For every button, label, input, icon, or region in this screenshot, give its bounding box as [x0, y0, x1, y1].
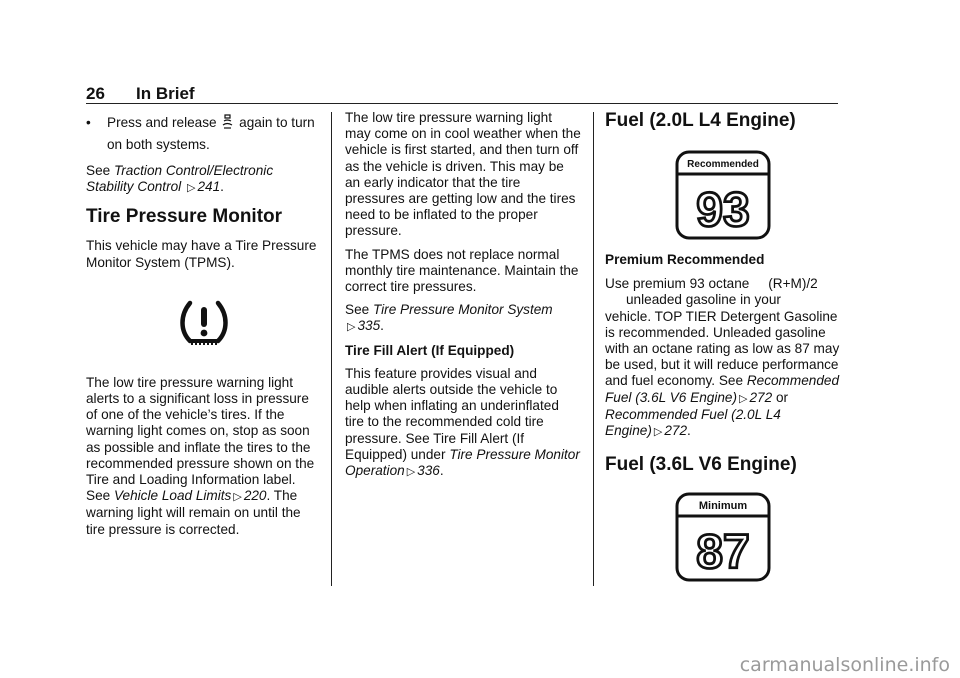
- vehicle-load-limits-link[interactable]: Vehicle Load Limits: [113, 488, 232, 504]
- fuel-v6-heading: Fuel (3.6L V6 Engine): [605, 454, 797, 476]
- tpms-warning-icon: [174, 293, 234, 353]
- tire-fill-alert-heading: Tire Fill Alert (If Equipped): [345, 342, 515, 358]
- page-number: 26: [86, 84, 105, 103]
- traction-control-link[interactable]: Traction Control/Electronic Stability Control: [86, 163, 274, 195]
- page-ref-336[interactable]: 336: [417, 463, 440, 479]
- recommended-fuel-v6-link[interactable]: Recommended Fuel (3.6L V6 Engine): [605, 373, 840, 405]
- tpms-description-tail: . The warning light will remain on until the tire pressure is corrected.: [86, 488, 301, 537]
- page-ref-272-a[interactable]: 272: [749, 389, 773, 405]
- tpms-operation-link[interactable]: Tire Pressure Monitor Operation: [345, 446, 580, 479]
- octane-badge-number: 93: [696, 184, 750, 237]
- page-ref-arrow-icon: ▷: [653, 426, 663, 439]
- column-divider-2: [593, 112, 594, 586]
- premium-recommended-caption: Premium Recommended: [605, 252, 765, 267]
- see-reference-tpms: [345, 302, 581, 335]
- tpms-system-link[interactable]: Tire Pressure Monitor System: [372, 302, 553, 318]
- see-prefix: See: [86, 163, 111, 178]
- tire-pressure-monitor-heading: Tire Pressure Monitor: [86, 206, 283, 228]
- page-ref-arrow-icon: ▷: [233, 491, 242, 504]
- see-reference-traction[interactable]: [86, 163, 322, 196]
- cool-weather-paragraph: The low tire pressure warning light may come on in cool weather when the vehicle is first started, and then turn off as the vehicle is driven. This may be an early indicator that the tire pressures are getting low and the tires need to be inflated to the proper pressure.: [345, 110, 581, 239]
- see-suffix: .: [380, 318, 384, 334]
- see-suffix: .: [439, 463, 444, 479]
- fuel-text-d: vehicle. TOP TIER Detergent Gasoline is recommended. Unleaded gasoline with an octane rating as low as 87 may be used, but it will reduce performance and fuel economy. See: [605, 308, 840, 389]
- column-1: [86, 112, 322, 545]
- see-prefix: See: [345, 302, 370, 318]
- section-title: In Brief: [136, 84, 195, 103]
- octane-badge-label: Recommended: [687, 159, 759, 170]
- recommended-fuel-l4-link[interactable]: Recommended Fuel (2.0L L4 Engine): [605, 406, 781, 439]
- tpms-description-text: The low tire pressure warning light alerts to a significant loss in pressure of one of the vehicle’s tires. If the warning light comes on, stop as soon as possible and inflate the tires to the recommended pressure shown on the Tire and Loading Information label. See: [86, 374, 315, 504]
- bullet-text-end: again to turn on both systems.: [107, 115, 315, 152]
- column-2: [345, 110, 581, 487]
- page-ref-220[interactable]: 220: [243, 488, 267, 504]
- fuel-text-rm: (R+M)/2: [768, 276, 818, 292]
- page-header: [86, 84, 838, 104]
- fuel-l4-paragraph: [605, 276, 841, 440]
- column-3: [605, 108, 841, 582]
- column-divider-1: [331, 112, 332, 586]
- bullet-item: [86, 112, 322, 156]
- traction-control-icon: [222, 114, 233, 129]
- bullet-text-start: Press and release: [107, 115, 217, 130]
- page-ref-335[interactable]: 335: [357, 318, 381, 334]
- page-ref-arrow-icon: ▷: [186, 182, 196, 195]
- tire-fill-alert-text: This feature provides visual and audible alerts outside the vehicle to help when inflating an underinflated tire to the recommended cold tire pressure. See Tire Fill Alert (If Equipped) under: [345, 365, 559, 462]
- page-ref-272-b[interactable]: 272: [664, 423, 688, 439]
- page-ref-arrow-icon: ▷: [347, 321, 356, 334]
- page-ref-arrow-icon: ▷: [406, 466, 416, 479]
- octane-badge-number: 87: [696, 526, 750, 580]
- tpms-maintenance-paragraph: The TPMS does not replace normal monthly tire maintenance. Maintain the correct tire pressures.: [345, 246, 579, 295]
- fuel-text-a: Use premium 93 octane: [605, 276, 750, 292]
- fuel-text-or: or: [775, 389, 789, 405]
- tire-fill-alert-paragraph: [345, 366, 581, 480]
- fuel-l4-heading: Fuel (2.0L L4 Engine): [605, 110, 796, 131]
- octane-badge-label: Minimum: [698, 500, 748, 513]
- tpms-intro: This vehicle may have a Tire Pressure Monitor System (TPMS).: [86, 238, 317, 270]
- octane-87-badge: [675, 492, 771, 582]
- fuel-text-c: unleaded gasoline in your: [626, 292, 781, 308]
- see-suffix: .: [220, 179, 224, 195]
- fuel-text-end: .: [687, 423, 691, 439]
- octane-93-badge: [675, 150, 771, 240]
- page-ref-241[interactable]: 241: [197, 179, 221, 195]
- page-ref-arrow-icon: ▷: [739, 392, 748, 405]
- watermark: carmanualsonline.info: [739, 654, 950, 676]
- bullet-dot: •: [86, 115, 91, 130]
- tpms-description: [86, 375, 322, 538]
- header-rule: [86, 103, 838, 104]
